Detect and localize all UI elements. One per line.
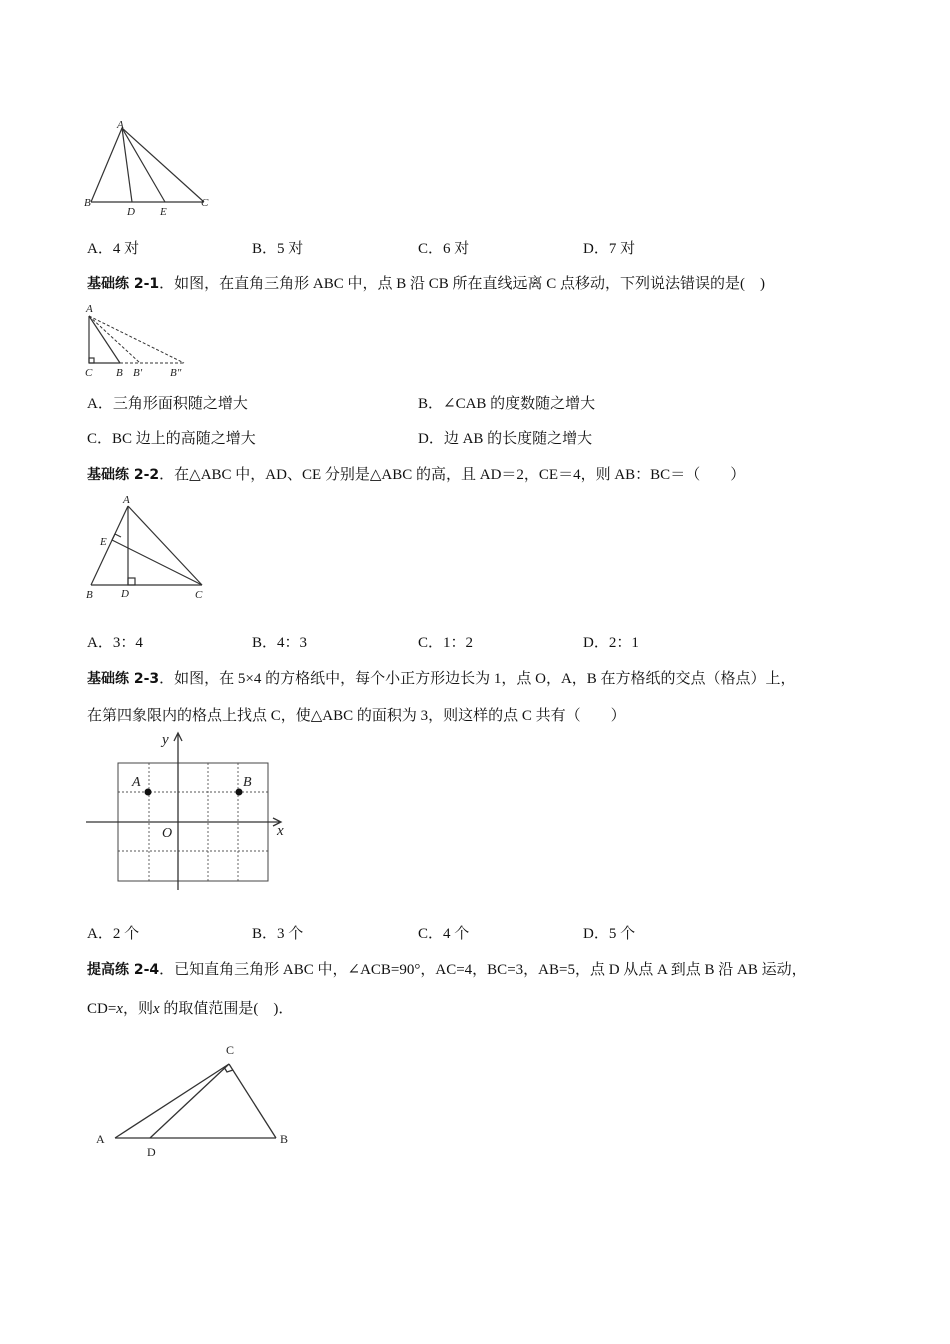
- label-e: E: [160, 206, 167, 218]
- q5-stem-line-2: [87, 997, 293, 1018]
- label-b: B: [84, 197, 91, 209]
- q4-stem-line-1: [87, 667, 796, 688]
- q2-option-a: A．三角形面积随之增大: [87, 396, 248, 412]
- label-b-double-prime: B″: [170, 367, 182, 379]
- q5-stem-1: ．已知直角三角形 ABC 中，∠ACB=90°，AC=4，BC=3，AB=5，点 D 从点 A 到点 B 沿 AB 运动，: [159, 962, 807, 978]
- q2-option-b: B．∠CAB 的度数随之增大: [418, 396, 596, 412]
- q3-stem-line: [87, 463, 745, 484]
- label-o: O: [162, 826, 173, 841]
- label-a: A: [132, 775, 141, 790]
- label-b: B: [86, 589, 93, 601]
- figure-moving-b: [80, 300, 200, 380]
- label-c: C: [226, 1043, 235, 1057]
- label-d: D: [127, 206, 135, 218]
- q5-variable-x: x: [116, 1001, 123, 1017]
- q5-stem-text-b: ，则: [122, 1001, 153, 1017]
- label-c: C: [85, 367, 93, 379]
- q3-option-c: C．1：2: [418, 635, 474, 651]
- label-b: B: [243, 775, 252, 790]
- q4-label: 基础练 2-3: [87, 671, 160, 687]
- label-a: A: [117, 119, 124, 131]
- label-d: D: [121, 588, 129, 600]
- q5-stem-text-c: 的取值范围是( )．: [159, 1001, 294, 1017]
- q3-label: 基础练 2-2: [87, 467, 160, 483]
- q2-stem: ．如图，在直角三角形 ABC 中，点 B 沿 CB 所在直线远离 C 点移动，下列说法错误的是( ): [159, 276, 766, 292]
- q1-option-a: A．4 对: [87, 241, 140, 257]
- q2-option-d: D．边 AB 的长度随之增大: [418, 431, 593, 447]
- q3-option-d: D．2：1: [583, 635, 639, 651]
- q4-option-b: B．3 个: [252, 926, 304, 942]
- label-a: A: [86, 303, 93, 315]
- q5-stem-text-a: CD=: [87, 1001, 117, 1017]
- q5-variable-x-2: x: [152, 1001, 160, 1017]
- q5-label: 提高练 2-4: [87, 962, 160, 978]
- q4-option-a: A．2 个: [87, 926, 140, 942]
- label-a: A: [123, 494, 130, 506]
- label-b: B: [116, 367, 123, 379]
- label-a: A: [96, 1132, 105, 1146]
- q1-option-c: C．6 对: [418, 241, 470, 257]
- label-x: x: [277, 823, 284, 839]
- q4-option-c: C．4 个: [418, 926, 470, 942]
- figure-two-altitudes: [80, 490, 220, 605]
- figure-right-triangle-cd: [90, 1040, 305, 1165]
- label-e: E: [100, 536, 107, 548]
- figure-triangle-abde: [80, 118, 220, 218]
- label-b: B: [280, 1132, 289, 1146]
- q4-option-d: D．5 个: [583, 926, 636, 942]
- q2-option-c: C．BC 边上的高随之增大: [87, 431, 256, 447]
- q2-stem-line: [87, 272, 765, 293]
- figure-grid-coordinates: [80, 728, 295, 893]
- q5-stem-line-1: [87, 958, 807, 979]
- q3-stem: ．在△ABC 中，AD、CE 分别是△ABC 的高，且 AD＝2，CE＝4，则 AB：BC＝（ ）: [159, 467, 746, 483]
- q1-option-d: D．7 对: [583, 241, 636, 257]
- q3-option-b: B．4：3: [252, 635, 308, 651]
- q3-option-a: A．3：4: [87, 635, 143, 651]
- label-b-prime: B′: [133, 367, 143, 379]
- q4-stem-line-2: 在第四象限内的格点上找点 C，使△ABC 的面积为 3，则这样的点 C 共有（ ）: [87, 708, 626, 724]
- q2-label: 基础练 2-1: [87, 276, 160, 292]
- label-c: C: [201, 197, 209, 209]
- q1-option-b: B．5 对: [252, 241, 304, 257]
- label-d: D: [147, 1145, 156, 1159]
- q4-stem-1: ．如图，在 5×4 的方格纸中，每个小正方形边长为 1，点 O，A，B 在方格纸的交点（格点）上，: [159, 671, 796, 687]
- label-y: y: [162, 732, 169, 748]
- label-c: C: [195, 589, 203, 601]
